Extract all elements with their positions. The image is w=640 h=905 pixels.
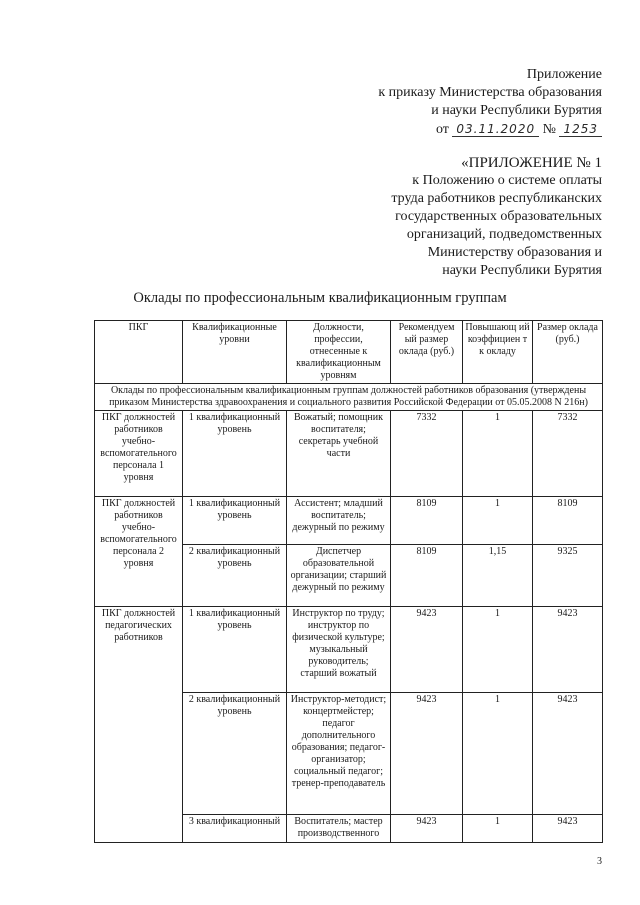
qualification-level: 1 квалификационный уровень <box>183 411 287 497</box>
column-header-coefficient: Повышающ ий коэффициен т к окладу <box>463 321 533 384</box>
annex-line: Министерству образования и <box>427 245 602 260</box>
group-header-row <box>95 384 603 411</box>
recommended-salary: 9423 <box>391 815 463 843</box>
qualification-level: 2 квалификационный уровень <box>183 545 287 607</box>
order-date: 03.11.2020 <box>452 122 539 137</box>
annex-line: науки Республики Бурятия <box>442 263 602 278</box>
group-header: Оклады по профессиональным квалификационным группам должностей работников образования (утверждены приказом Министерства здравоохранения и социального развития Российской Федерации от 05.05.2008 N 216н) <box>95 384 603 411</box>
salary: 8109 <box>533 497 603 545</box>
annex-line: к Положению о системе оплаты <box>412 173 602 188</box>
positions: Диспетчер образовательной организации; старший дежурный по режиму <box>287 545 391 607</box>
appendix-line-2: и науки Республики Бурятия <box>431 103 602 118</box>
appendix-header <box>378 66 602 139</box>
table-header-row <box>95 321 603 384</box>
coefficient: 1 <box>463 693 533 815</box>
positions: Инструктор-методист; концертмейстер; педагог дополнительного образования; педагог-организатор; социальный педагог; тренер-преподаватель <box>287 693 391 815</box>
pkg-name: ПКГ должностей работников учебно-вспомогательного персонала 1 уровня <box>95 411 183 497</box>
page-number: 3 <box>597 856 602 867</box>
pkg-name: ПКГ должностей педагогических работников <box>95 607 183 843</box>
coefficient: 1 <box>463 607 533 693</box>
qualification-level: 1 квалификационный уровень <box>183 607 287 693</box>
salary-table <box>94 320 603 843</box>
coefficient: 1 <box>463 497 533 545</box>
annex-line: организаций, подведомственных <box>406 227 602 242</box>
positions: Инструктор по труду; инструктор по физической культуре; музыкальный руководитель; старший вожатый <box>287 607 391 693</box>
date-prefix: от <box>435 122 449 137</box>
coefficient: 1,15 <box>463 545 533 607</box>
coefficient: 1 <box>463 815 533 843</box>
positions: Воспитатель; мастер производственного <box>287 815 391 843</box>
annex-line: государственных образовательных <box>395 209 602 224</box>
order-date-line <box>436 120 602 139</box>
number-sign: № <box>542 122 556 137</box>
recommended-salary: 8109 <box>391 545 463 607</box>
appendix-line-1: к приказу Министерства образования <box>378 85 602 100</box>
positions: Вожатый; помощник воспитателя; секретарь учебной части <box>287 411 391 497</box>
salary: 9423 <box>533 815 603 843</box>
positions: Ассистент; младший воспитатель; дежурный по режиму <box>287 497 391 545</box>
recommended-salary: 9423 <box>391 607 463 693</box>
table-row <box>95 411 603 497</box>
annex-header <box>391 154 602 280</box>
qualification-level: 3 квалификационный <box>183 815 287 843</box>
salary: 9423 <box>533 693 603 815</box>
qualification-level: 2 квалификационный уровень <box>183 693 287 815</box>
salary: 9325 <box>533 545 603 607</box>
salary: 7332 <box>533 411 603 497</box>
column-header-positions: Должности, профессии, отнесенные к квалификационным уровням <box>287 321 391 384</box>
pkg-name: ПКГ должностей работников учебно-вспомогательного персонала 2 уровня <box>95 497 183 607</box>
appendix-title: Приложение <box>526 67 602 82</box>
recommended-salary: 9423 <box>391 693 463 815</box>
column-header-levels: Квалификационные уровни <box>183 321 287 384</box>
table-row <box>95 607 603 693</box>
qualification-level: 1 квалификационный уровень <box>183 497 287 545</box>
coefficient: 1 <box>463 411 533 497</box>
table-row <box>95 497 603 545</box>
column-header-pkg: ПКГ <box>95 321 183 384</box>
annex-title: «ПРИЛОЖЕНИЕ № 1 <box>461 155 602 171</box>
column-header-salary: Размер оклада (руб.) <box>533 321 603 384</box>
recommended-salary: 7332 <box>391 411 463 497</box>
column-header-recommended: Рекомендуем ый размер оклада (руб.) <box>391 321 463 384</box>
recommended-salary: 8109 <box>391 497 463 545</box>
annex-line: труда работников республиканских <box>391 191 602 206</box>
page-heading: Оклады по профессиональным квалификационным группам <box>133 290 507 306</box>
order-number: 1253 <box>559 122 602 137</box>
salary: 9423 <box>533 607 603 693</box>
